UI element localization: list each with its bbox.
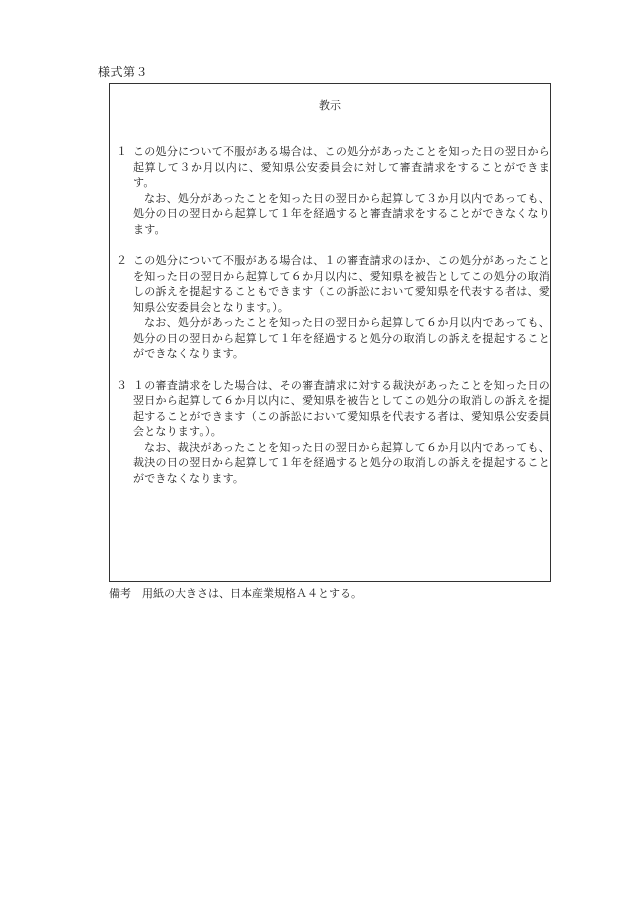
- instruction-list: [116, 144, 550, 502]
- instruction-item-3: [116, 378, 550, 487]
- item-main-text: １の審査請求をした場合は、その審査請求に対する裁決があったことを知った日の翌日から起算して６か月以内に、愛知県を被告としてこの処分の取消しの訴えを提起することができます（この訴訟において愛知県を代表する者は、愛知県公安委員会となります。）。: [133, 378, 550, 438]
- item-number: ３: [116, 378, 127, 392]
- item-note-text: なお、処分があったことを知った日の翌日から起算して６か月以内であっても、処分の日の翌日から起算して１年を経過すると処分の取消しの訴えを提起することができなくなります。: [133, 316, 550, 360]
- item-note-text: なお、処分があったことを知った日の翌日から起算して３か月以内であっても、処分の日の翌日から起算して１年を経過すると審査請求をすることができなくなります。: [133, 191, 550, 236]
- item-main-text: この処分について不服がある場合は、１の審査請求のほか、この処分があったことを知った日の翌日から起算して６か月以内に、愛知県を被告としてこの処分の取消しの訴えを提起することもできます（この訴訟において愛知県を代表する者は、愛知県公安委員会となります。）。: [133, 254, 550, 314]
- item-note-text: なお、裁決があったことを知った日の翌日から起算して６か月以内であっても、裁決の日の翌日から起算して１年を経過すると処分の取消しの訴えを提起することができなくなります。: [133, 440, 550, 485]
- item-number: ２: [116, 254, 127, 267]
- instruction-item-2: [116, 253, 550, 362]
- item-main-text: この処分について不服がある場合は、この処分があったことを知った日の翌日から起算して３か月以内に、愛知県公安委員会に対して審査請求をすることができます。: [133, 145, 550, 189]
- instruction-frame: [109, 83, 551, 582]
- form-number: 様式第３: [98, 65, 149, 79]
- instruction-item-1: [116, 144, 550, 237]
- remarks-label: 備考: [109, 587, 131, 600]
- remarks-text: 用紙の大きさは、日本産業規格Ａ４とする。: [142, 587, 362, 600]
- remarks: [109, 586, 362, 601]
- document-title: 教示: [319, 99, 341, 112]
- item-number: １: [116, 145, 127, 158]
